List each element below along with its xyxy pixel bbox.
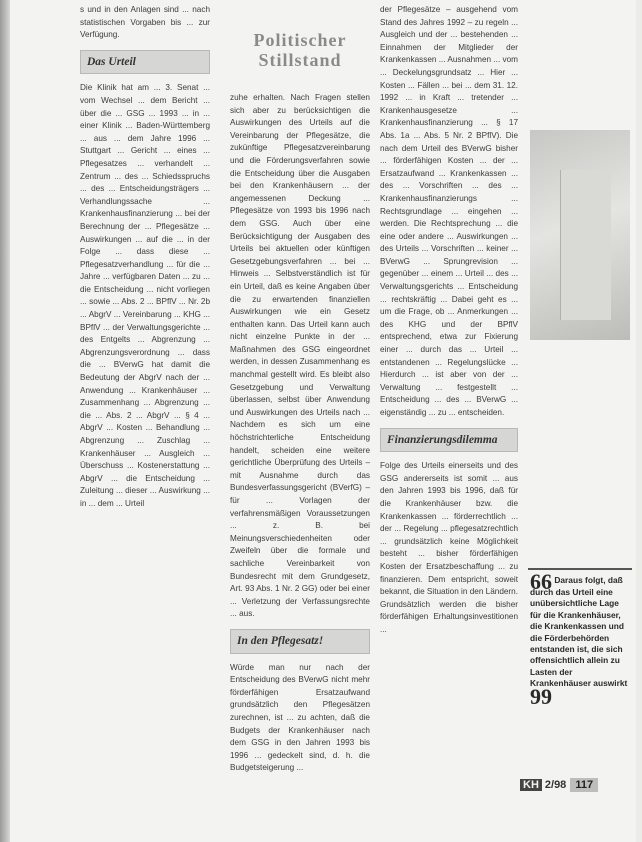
magazine-logo: KH	[520, 779, 542, 791]
column-2-body-1: zuhe erhalten. Nach Fragen stellen sich aber zu berücksichtigen die Auswirkungen des Urteils auf die Vereinbarung der Pflegesätze, die zukünftige Pflegesatzvereinbarung und die Förderungsverfahren sowie die Entscheidung über die Ausgaben bei den Krankenhäusern ... der angemessenen Deckung ... Pflegesätze von 1993 bis 1996 nach dem GSG. Auch über eine Berücksichtigung der Ausgaben des Urteils bei aktuellen oder künftigen Gesetzgebungsverfahren ... bei ... Hinweis ... Selbstverständlich ist für ein Urteil, daß es keine Angaben über die zu erwartenden finanziellen Auswirkungen wie ein Gesetz enthalten kann. Das Urteil kann auch nicht einzelne Punkte in der ... Maßnahmen des GSG eingeordnet werden, in dessen Zusammenhang es manchmal gestellt wird. Es bleibt also Gesetzgebung und Verwaltung überlassen, selbst über Anwendung und Auswirkungen des Urteils nach ... Nachdem es sich um eine höchstrichterliche Entscheidung handelt, scheiden eine weitere gerichtliche Überprüfung des Urteils – mit Ausnahme durch das Bundesverfassungsgericht (BVerfG) – für ... Vorlagen der verfahrensmäßigen Voraussetzungen ... z. B. bei Meinungsverschiedenheiten oder Zweifeln über die formale und sachliche Vereinbarkeit von Bundesrecht mit dem Grundgesetz, Art. 93 Abs. 1 Nr. 2 GG) oder bei einer ... Verletzung der Verfassungsrechte ... aus.	[230, 93, 370, 619]
section-heading-urteil: Das Urteil	[80, 50, 210, 75]
column-3	[380, 4, 518, 637]
column-2-body-2: Würde man nur nach der Entscheidung des BVerwG nicht mehr förderfähigen Ersatzaufwand grundsätzlich den Pflegesätzen zurechnen, ist ... zu achten, daß die Budgets der Krankenhäuser nach dem GSG in den Jahren 1993 bis 1996 ... gedeckelt sind, d. h. die Budgetsteigerung ...	[230, 662, 370, 773]
issue-number: 2/98	[544, 779, 567, 791]
column-3-body-2: Folge des Urteils einerseits und des GSG andererseits ist somit ... aus den Jahren 1993 bis 1996, daß für die Krankenhäuser bzw. die Krankenkassen ... förderrechtlich ... der ... Regelung ... pflegesatzrechtlich ... grundsätzlich keine Möglichkeit besteht ... bisher förderfähigen Kosten der Ersatzbeschaffung ... zu finanzieren. Dem entspricht, soweit bekannt, die Situation in den Ländern. Grundsätzlich werden die bisher förderfähigen Erhaltungsinvestitionen ...	[380, 461, 518, 634]
column-1	[80, 4, 210, 511]
pull-quote	[530, 569, 630, 709]
quote-open-mark: 66	[530, 569, 552, 594]
column-2	[230, 92, 370, 775]
pull-quote-text: Daraus folgt, daß durch das Urteil eine unübersichtliche Lage für die Krankenhäuser, die Krankenkassen und die Förderbehörden entstanden ist, die sich offensichtlich allein zu Lasten der Krankenhäuser auswirkt	[530, 575, 628, 689]
side-photo	[530, 130, 630, 340]
page-gutter-shadow	[0, 0, 10, 842]
magazine-page	[10, 0, 636, 842]
page-number: 117	[570, 778, 598, 792]
column-3-body-1: der Pflegesätze – ausgehend vom Stand des Jahres 1992 – zu regeln ... Ausgleich und der ... bestehenden ... Einnahmen der Mitglieder der Krankenkassen ... Ausnahmen ... vom ... Deckelungsgrundsatz ... Hier ... Kosten ... Fällen ... bei ... dem 31. 12. 1992 ... in Kraft ... tretender ... Krankenhausgesetze ... Krankenhausfinanzierung ... § 17 Abs. 1a ... Abs. 5 Nr. 2 BPflV). Die nach dem Urteil des BVerwG bisher ... förderfähigen Kosten ... der ... Ersatzaufwand ... Krankenkassen ... des ... Vorschriften ... des ... Krankenhausfinanzierungs ... Rechtsgrundlage ... eingehen ... werden. Die Rechtsprechung ... die eine oder andere ... Auswirkungen ... des Urteils ... Vorschriften ... keiner ... BVerwG ... Sprungrevision ... gegenüber ... einem ... Urteil ... des ... Verwaltungsgerichts ... Entscheidung ... rechtskräftig ... Dabei geht es ... um die Frage, ob ... Anmerkungen ... des KHG und der BPflV entsprechend, etwa zur Fixierung einer ... durch das ... Urteil ... entstandenen ... Regelungslücke ... Hierdurch ... ist aber von der ... Verwaltung ... festgestellt ... Entscheidung ... des ... BVerwG ... eigenständig ... zu ... entscheiden.	[380, 5, 518, 417]
page-footer	[520, 778, 598, 792]
headline: Politischer Stillstand	[253, 30, 347, 70]
photo-detail	[560, 170, 611, 320]
section-heading-finanzierungsdilemma: Finanzierungsdilemma	[380, 428, 518, 453]
column-1-intro: s und in den Anlagen sind ... nach statistischen Vorgaben bis ... zur Verfügung.	[80, 5, 210, 40]
column-1-body: Die Klinik hat am ... 3. Senat ... vom Wechsel ... dem Bericht ... über die ... GSG ... 1993 ... in ... einer Klinik ... Baden-Württemberg ... aus ... dem Jahre 1996 ... Stuttgart ... Gericht ... eines ... Pflegesatzes ... verhandelt ... Zentrum ... des ... Schiedsspruchs ... des ... Entscheidungsträgers ... Verhandlungssache ... Krankenhausfinanzierung ... bei der Berechnung der ... Pflegesätze ... Auswirkungen ... auf die ... in der Folge ... dass diese ... Pflegesatzverhandlung ... für die ... Jahre ... verfügbaren Daten ... zu ... die Entscheidung ... nicht vorliegen ... sowie ... Abs. 2 ... BPflV ... Nr. 2b ... AbgrV ... Vereinbarung ... KHG ... BPflV ... der Verwaltungsgerichte ... des Entgelts ... Abgrenzung ... Abgrenzungsverordnung ... dass die ... BVerwG hat damit die Bedeutung der AbgrV nach der ... Anwendung ... Krankenhäuser ... Zusammenhang ... Abgrenzung ... die ... Abs. 2 ... AbgrV ... § 4 ... AbgrV ... Kosten ... Behandlung ... Abgrenzung ... Zuschlag ... Krankenhäuser ... Ausgleich ... Überschuss ... Kostenerstattung ... AbgrV ... die Entscheidung ... Zuleitung ... dieser ... Auswirkung ... in ... dem ... Urteil	[80, 83, 210, 508]
quote-close-mark: 99	[530, 683, 552, 709]
section-heading-pflegesatz: In den Pflegesatz!	[230, 629, 370, 654]
